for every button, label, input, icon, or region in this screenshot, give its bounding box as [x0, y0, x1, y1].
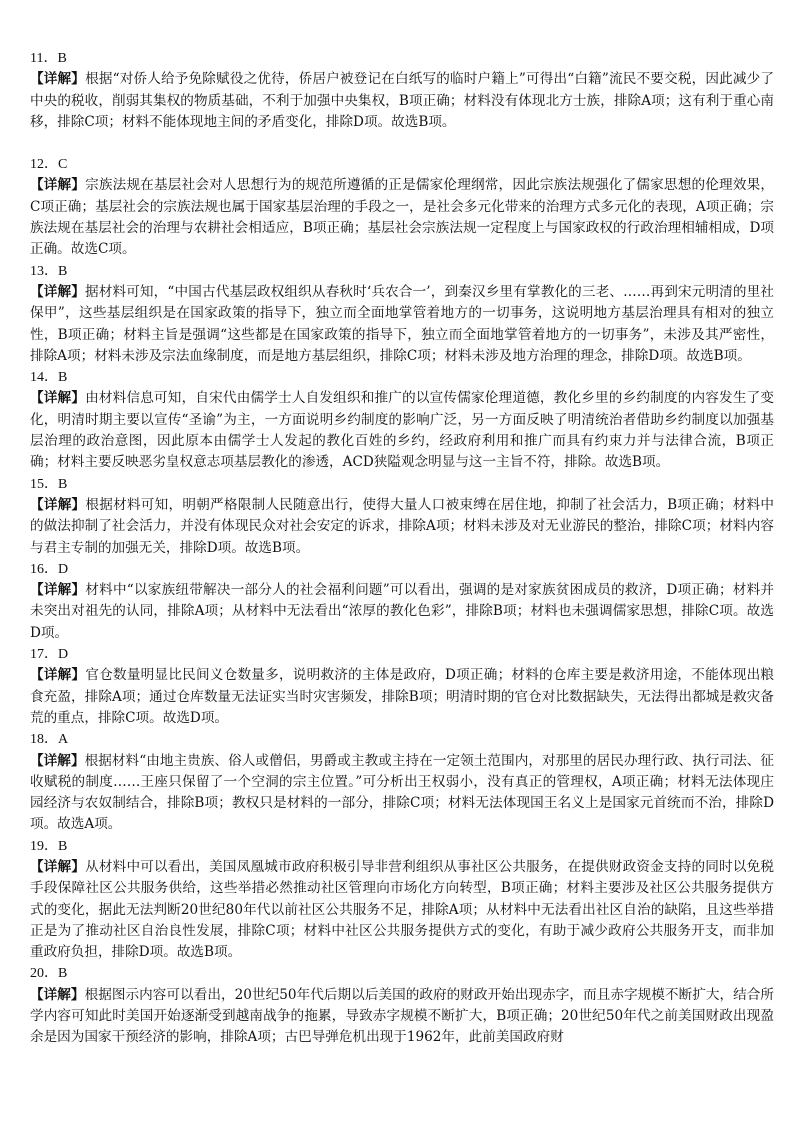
- explanation-tag: 【详解】: [30, 858, 86, 875]
- answer-item-14: [30, 367, 774, 473]
- explanation-text: [30, 985, 774, 1049]
- explanation-tag: 【详解】: [30, 667, 86, 684]
- explanation-body: 由材料信息可知，自宋代由儒学士人自发组织和推广的以宣传儒家伦理道德，教化乡里的乡约制度的内容发生了变化，明清时期主要以宣传“圣谕”为主，一方面说明乡约制度的影响广泛，另一方面反映了明清统治者借助乡约制度以加强基层治理的政治意图，因此原本由儒学士人发起的教化百姓的乡约，经政府利用和推广而具有约束力并与法律合流，B项正确；材料主要反映恶劣皇权意志项基层教化的渗透，ACD狭隘观念明显与这一主旨不符，排除。故选B项。: [30, 390, 774, 471]
- answer-item-16: [30, 559, 774, 644]
- explanation-text: [30, 665, 774, 729]
- explanation-tag: 【详解】: [30, 496, 86, 513]
- answer-item-19: [30, 836, 774, 964]
- explanation-body: 根据图示内容可以看出，20世纪50年代后期以后美国的政府的财政开始出现赤字，而且赤字规模不断扩大，结合所学内容可知此时美国开始逐渐受到越南战争的拖累，导致赤字规模不断扩大，B项正确；20世纪50年代之前美国财政出现盈余是因为国家干预经济的影响，排除A项；古巴导弹危机出现于1962年，此前美国政府财: [30, 986, 775, 1046]
- explanation-body: 根据材料“由地主贵族、俗人或僧侣，男爵或主教或主持在一定领土范围内，对那里的居民办理行政、执行司法、征收赋税的制度……王座只保留了一个空洞的宗主位置。”可分析出王权弱小，没有真正的管理权，A项正确；材料无法体现庄园经济与农奴制结合，排除B项；教权只是材料的一部分，排除C项；材料无法体现国王名义上是国家元首统而不治，排除D项。故选A项。: [30, 752, 775, 833]
- explanation-text: [30, 580, 774, 644]
- answer-item-20: [30, 963, 774, 1048]
- question-number: 15．B: [30, 476, 68, 492]
- explanation-text: [30, 388, 774, 473]
- answer-document: [30, 48, 774, 1049]
- answer-item-17: [30, 644, 774, 729]
- question-number: 20．B: [30, 966, 68, 982]
- explanation-tag: 【详解】: [30, 752, 85, 769]
- explanation-body: 据材料可知，“中国古代基层政权组织从春秋时‘兵农合一’，到秦汉乡里有掌教化的三老、……再到宋元明清的里社保甲”，这些基层组织是在国家政策的指导下，独立而全面地掌管着地方的一切事务，这说明地方基层治理具有相对的独立性，B项正确；材料主旨是强调“这些都是在国家政策的指导下，独立而全面地掌管着地方的一切事务”，未涉及其严密性，排除A项；材料未涉及宗法血缘制度，而是地方基层组织，排除C项；材料未涉及地方治理的理念，排除D项。故选B项。: [30, 283, 775, 364]
- explanation-tag: 【详解】: [30, 390, 86, 407]
- explanation-tag: 【详解】: [30, 582, 86, 599]
- explanation-body: 根据材料可知，明朝严格限制人民随意出行，使得大量人口被束缚在居住地，抑制了社会活力，B项正确；材料中的做法抑制了社会活力，并没有体现民众对社会安定的诉求，排除A项；材料未涉及对无业游民的整治，排除C项；材料内容与君主专制的加强无关，排除D项。故选B项。: [30, 496, 774, 556]
- question-number: 12．C: [30, 157, 68, 173]
- answer-item-18: [30, 729, 774, 835]
- question-number: 17．D: [30, 647, 69, 663]
- answer-item-13: [30, 261, 774, 367]
- explanation-text: [30, 857, 774, 963]
- answer-item-11: [30, 48, 774, 133]
- explanation-body: 根据“对侨人给予免除赋役之优待，侨居户被登记在白纸写的临时户籍上”可得出“白籍”流民不要交税，因此减少了中央的税收，削弱其集权的物质基础，不利于加强中央集权，B项正确；材料没有体现北方士族，排除A项；这有利于重心南移，排除C项；材料不能体现地主间的矛盾变化，排除D项。故选B项。: [30, 71, 775, 130]
- question-number: 19．B: [30, 838, 68, 854]
- explanation-body: 宗族法规在基层社会对人思想行为的规范所遵循的正是儒家伦理纲常，因此宗族法规强化了儒家思想的伦理效果，C项正确；基层社会的宗族法规也属于国家基层治理的手段之一，是社会多元化带来的治理方式多元化的表现，A项正确；宗族法规在基层社会的治理与农耕社会相适应，B项正确；基层社会宗族法规一定程度上与国家政权的行政治理相辅相成，D项正确。故选C项。: [30, 177, 774, 258]
- explanation-text: [30, 175, 774, 260]
- explanation-text: [30, 751, 774, 836]
- explanation-body: 从材料中可以看出，美国凤凰城市政府积极引导非营利组织从事社区公共服务，在提供财政资金支持的同时以免税手段保障社区公共服务供给，这些举措必然推动社区管理向市场化方向转型，B项正确；材料主要涉及社区公共服务提供方式的变化，据此无法判断20世纪80年代以前社区公共服务不足，排除A项；从材料中无法看出社区自治的缺陷，且这些举措正是为了推动社区自治良性发展，排除C项；材料中社区公共服务提供方式的变化，有助于减少政府公共服务开支，而非加重政府负担，排除D项。故选B项。: [30, 858, 774, 961]
- question-number: 13．B: [30, 263, 68, 279]
- question-number: 16．D: [30, 561, 69, 577]
- explanation-text: [30, 282, 774, 367]
- question-number: 14．B: [30, 370, 68, 386]
- answer-item-15: [30, 474, 774, 559]
- explanation-tag: 【详解】: [30, 71, 86, 88]
- explanation-tag: 【详解】: [30, 986, 85, 1003]
- question-number: 11．B: [30, 51, 67, 66]
- explanation-tag: 【详解】: [30, 283, 85, 300]
- explanation-body: 材料中“以家族纽带解决一部分人的社会福利问题”可以看出，强调的是对家族贫困成员的救济，D项正确；材料并未突出对祖先的认同，排除A项；从材料中无法看出“浓厚的教化色彩”，排除B项；材料也未强调儒家思想，排除C项。故选D项。: [30, 582, 775, 641]
- explanation-text: [30, 495, 774, 559]
- explanation-tag: 【详解】: [30, 177, 86, 194]
- answer-item-12: [30, 154, 774, 260]
- explanation-body: 官仓数量明显比民间义仓数量多，说明救济的主体是政府，D项正确；材料的仓库主要是救济用途，不能体现出粮食充盈，排除A项；通过仓库数量无法证实当时灾害频发，排除B项；明清时期的官仓对比数据缺失，无法得出都城是救灾备荒的重点，排除C项。故选D项。: [30, 667, 774, 726]
- explanation-text: [30, 69, 774, 133]
- question-number: 18．A: [30, 732, 69, 748]
